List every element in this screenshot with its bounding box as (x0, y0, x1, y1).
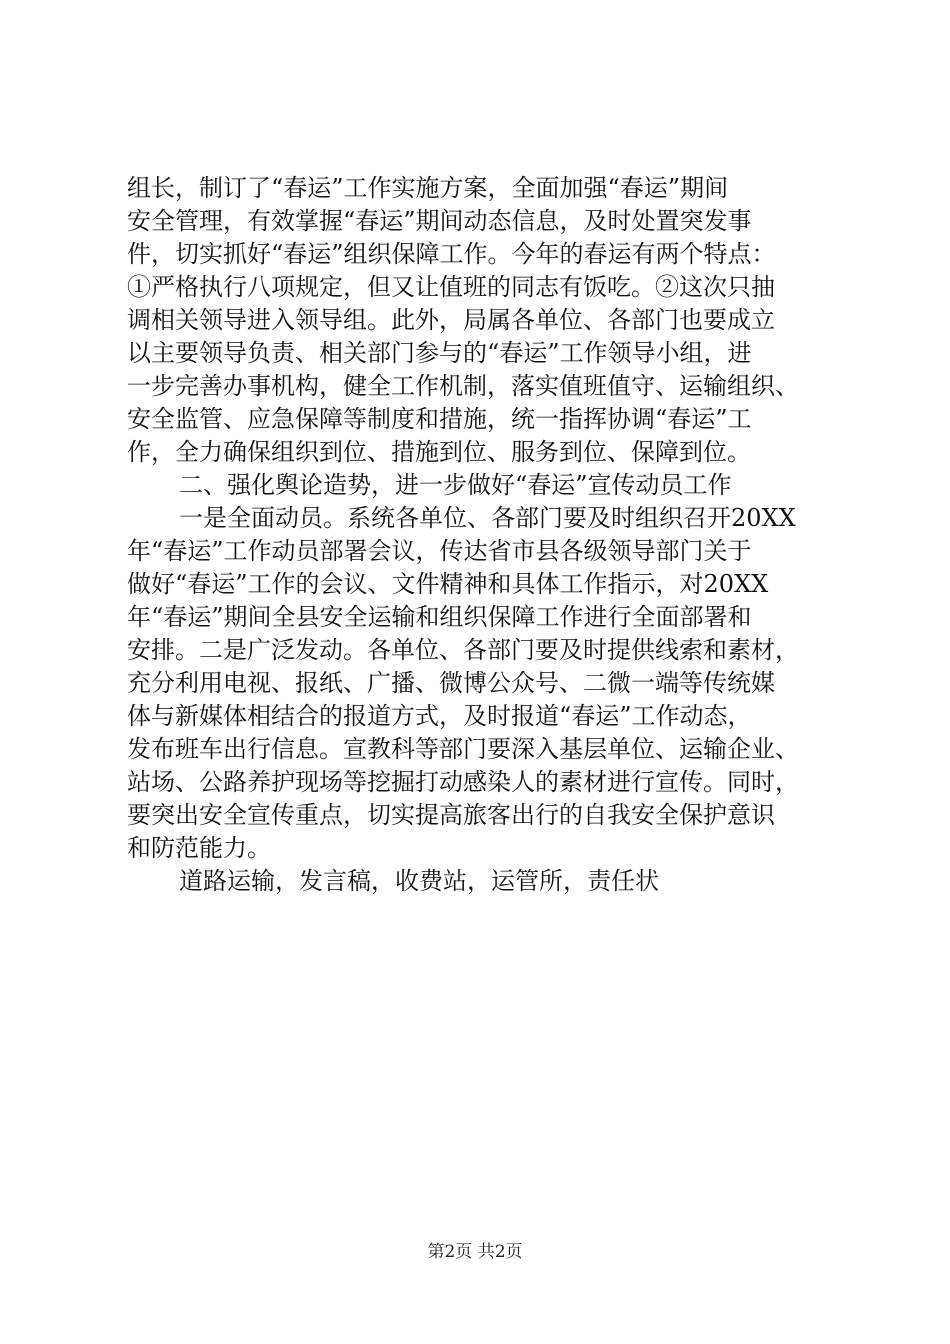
paragraph-publicity (127, 502, 827, 865)
text-line: 作，全力确保组织到位、措施到位、服务到位、保障到位。 (127, 438, 751, 466)
text-line: 发布班车出行信息。宣教科等部门要深入基层单位、运输企业、 (127, 735, 799, 763)
paragraph-organization (127, 172, 827, 469)
text-line: 以主要领导负责、相关部门参与的“春运”工作领导小组，进 (127, 339, 752, 367)
text-line: 安排。二是广泛发动。各单位、各部门要及时提供线索和素材， (127, 636, 799, 664)
text-line: ①严格执行八项规定，但又让值班的同志有饭吃。②这次只抽 (127, 273, 775, 301)
text-line: 安全监管、应急保障等制度和措施，统一指挥协调“春运”工 (127, 405, 752, 433)
text-line: 件，切实抓好“春运”组织保障工作。今年的春运有两个特点： (127, 240, 776, 268)
text-line: 充分利用电视、报纸、广播、微博公众号、二微一端等传统媒 (127, 669, 775, 697)
text-line: 年“春运”期间全县安全运输和组织保障工作进行全面部署和 (127, 603, 752, 631)
keywords-paragraph (127, 865, 827, 898)
text-line: 体与新媒体相结合的报道方式，及时报道“春运”工作动态， (127, 702, 752, 730)
text-line: 站场、公路养护现场等挖掘打动感染人的素材进行宣传。同时， (127, 768, 799, 796)
page-footer: 第2页 共2页 (427, 1242, 523, 1262)
text-line: 要突出安全宣传重点，切实提高旅客出行的自我安全保护意识 (127, 801, 775, 829)
text-line: 调相关领导进入领导组。此外，局属各单位、各部门也要成立 (127, 306, 775, 334)
text-line: 年“春运”工作动员部署会议，传达省市县各级领导部门关于 (127, 537, 752, 565)
document-body (127, 172, 827, 898)
keywords-line: 道路运输，发言稿，收费站，运管所，责任状 (179, 867, 659, 895)
text-line: 一步完善办事机构，健全工作机制，落实值班值守、运输组织、 (127, 372, 799, 400)
text-line: 做好“春运”工作的会议、文件精神和具体工作指示，对20XX (127, 570, 769, 598)
text-line: 安全管理，有效掌握“春运”期间动态信息，及时处置突发事 (127, 207, 752, 235)
text-line: 和防范能力。 (127, 834, 271, 862)
section-heading (127, 469, 827, 502)
section-heading-text: 二、强化舆论造势，进一步做好“春运”宣传动员工作 (179, 471, 732, 499)
text-line: 组长，制订了“春运”工作实施方案，全面加强“春运”期间 (127, 174, 729, 202)
text-line: 一是全面动员。系统各单位、各部门要及时组织召开20XX (179, 504, 796, 532)
